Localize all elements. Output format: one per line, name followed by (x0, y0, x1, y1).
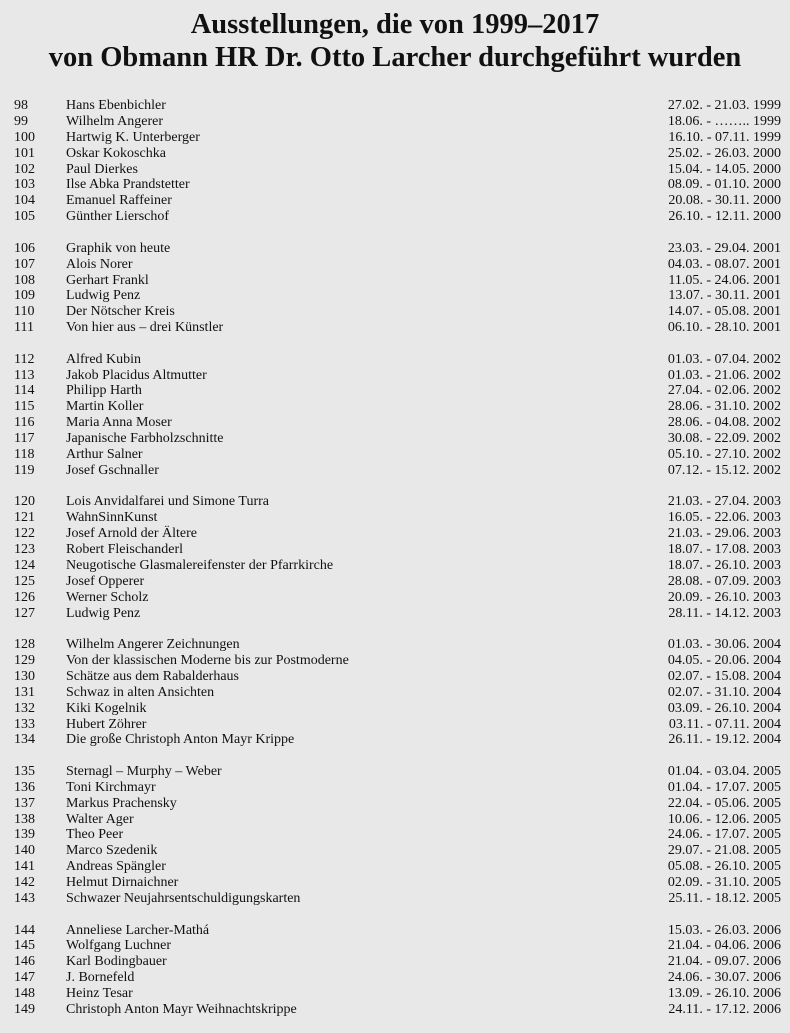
exhibition-name: Anneliese Larcher-Mathá (66, 922, 210, 938)
exhibition-row (0, 399, 790, 415)
exhibition-number: 131 (14, 684, 35, 700)
exhibition-name: Maria Anna Moser (66, 415, 172, 431)
exhibition-date-range: 28.06. - 04.08. 2002 (667, 415, 781, 431)
exhibition-date-range: 16.10. - 07.11. 1999 (668, 129, 781, 145)
exhibition-year-group (0, 352, 790, 479)
exhibition-row (0, 843, 790, 859)
page-title (0, 8, 790, 74)
exhibition-row (0, 669, 790, 685)
exhibition-number: 104 (14, 193, 35, 209)
exhibition-name: Philipp Harth (66, 383, 142, 399)
exhibition-row (0, 463, 790, 479)
exhibition-date-range: 24.06. - 17.07. 2005 (667, 827, 781, 843)
exhibition-name: Wolfgang Luchner (66, 938, 171, 954)
exhibition-name: Karl Bodingbauer (66, 954, 167, 970)
exhibition-name: Hartwig K. Unterberger (66, 129, 200, 145)
title-line-2: von Obmann HR Dr. Otto Larcher durchgeführt wurden (48, 42, 742, 73)
exhibition-number: 142 (14, 875, 35, 891)
exhibition-date-range: 21.04. - 09.07. 2006 (667, 954, 781, 970)
exhibition-name: Japanische Farbholzschnitte (66, 431, 224, 447)
exhibition-row (0, 827, 790, 843)
exhibition-date-range: 25.02. - 26.03. 2000 (667, 145, 781, 161)
exhibition-name: Heinz Tesar (66, 986, 133, 1002)
exhibition-number: 147 (14, 970, 35, 986)
exhibition-row (0, 859, 790, 875)
exhibition-row (0, 986, 790, 1002)
exhibition-name: Alois Norer (66, 256, 133, 272)
exhibition-date-range: 15.04. - 14.05. 2000 (667, 161, 781, 177)
exhibition-row (0, 368, 790, 384)
exhibition-number: 127 (14, 605, 35, 621)
exhibition-date-range: 26.10. - 12.11. 2000 (668, 209, 781, 225)
exhibition-row (0, 510, 790, 526)
exhibition-year-group (0, 764, 790, 907)
exhibition-number: 125 (14, 573, 35, 589)
exhibition-number: 124 (14, 557, 35, 573)
exhibition-number: 143 (14, 891, 35, 907)
exhibition-row (0, 114, 790, 130)
exhibition-date-range: 11.05. - 24.06. 2001 (668, 272, 781, 288)
exhibition-number: 110 (14, 304, 35, 320)
exhibition-number: 112 (14, 351, 35, 367)
exhibition-number: 99 (14, 113, 28, 129)
exhibition-number: 108 (14, 272, 35, 288)
exhibition-number: 146 (14, 954, 35, 970)
exhibition-number: 148 (14, 986, 35, 1002)
exhibition-row (0, 590, 790, 606)
exhibition-year-group (0, 98, 790, 225)
exhibition-number: 136 (14, 779, 35, 795)
exhibition-row (0, 970, 790, 986)
exhibition-date-range: 03.09. - 26.10. 2004 (667, 700, 781, 716)
exhibition-number: 149 (14, 1001, 35, 1017)
title-line-1: Ausstellungen, die von 1999–2017 (190, 9, 600, 40)
exhibition-number: 114 (14, 383, 35, 399)
exhibition-row (0, 257, 790, 273)
exhibition-name: Wilhelm Angerer Zeichnungen (66, 637, 240, 653)
exhibition-row (0, 812, 790, 828)
exhibition-date-range: 02.07. - 31.10. 2004 (667, 684, 781, 700)
exhibition-row (0, 383, 790, 399)
exhibition-name: Gerhart Frankl (66, 272, 149, 288)
exhibition-name: Alfred Kubin (66, 351, 142, 367)
exhibition-row (0, 526, 790, 542)
exhibition-name: Christoph Anton Mayr Weihnachtskrippe (66, 1001, 297, 1017)
exhibition-number: 113 (14, 367, 35, 383)
exhibition-date-range: 01.03. - 21.06. 2002 (667, 367, 781, 383)
exhibition-name: Theo Peer (66, 827, 124, 843)
exhibition-name: Ilse Abka Prandstetter (66, 177, 190, 193)
exhibition-date-range: 24.06. - 30.07. 2006 (667, 970, 781, 986)
exhibition-date-range: 28.11. - 14.12. 2003 (668, 605, 781, 621)
exhibition-date-range: 25.11. - 18.12. 2005 (668, 891, 781, 907)
exhibition-number: 120 (14, 494, 35, 510)
exhibition-number: 115 (14, 399, 35, 415)
exhibition-date-range: 30.08. - 22.09. 2002 (667, 431, 781, 447)
exhibition-name: Ludwig Penz (66, 288, 141, 304)
exhibition-date-range: 22.04. - 05.06. 2005 (667, 795, 781, 811)
exhibition-row (0, 320, 790, 336)
exhibition-row (0, 732, 790, 748)
exhibition-number: 121 (14, 510, 35, 526)
exhibition-name: J. Bornefeld (66, 970, 135, 986)
exhibition-date-range: 18.06. - …….. 1999 (667, 113, 781, 129)
exhibition-name: Sternagl – Murphy – Weber (66, 763, 222, 779)
exhibition-number: 105 (14, 209, 35, 225)
exhibition-name: Marco Szedenik (66, 843, 158, 859)
exhibition-date-range: 21.04. - 04.06. 2006 (667, 938, 781, 954)
exhibition-name: Josef Gschnaller (66, 462, 159, 478)
exhibition-number: 118 (14, 447, 35, 462)
exhibition-date-range: 20.09. - 26.10. 2003 (667, 589, 781, 605)
exhibition-date-range: 20.08. - 30.11. 2000 (668, 193, 781, 209)
exhibition-year-group (0, 494, 790, 621)
exhibition-row (0, 780, 790, 796)
exhibition-number: 141 (14, 859, 35, 875)
exhibition-date-range: 28.08. - 07.09. 2003 (667, 573, 781, 589)
exhibition-name: Andreas Spängler (66, 859, 166, 875)
exhibition-date-range: 04.05. - 20.06. 2004 (667, 652, 781, 668)
exhibition-list (0, 98, 790, 1033)
exhibition-row (0, 923, 790, 939)
exhibition-number: 133 (14, 716, 35, 732)
exhibition-date-range: 10.06. - 12.06. 2005 (667, 811, 781, 827)
exhibition-number: 137 (14, 795, 35, 811)
exhibition-row (0, 1002, 790, 1018)
exhibition-date-range: 07.12. - 15.12. 2002 (667, 462, 781, 478)
exhibition-name: Josef Arnold der Ältere (66, 526, 198, 542)
exhibition-number: 122 (14, 526, 35, 542)
exhibition-row (0, 352, 790, 368)
exhibition-name: Günther Lierschof (66, 209, 170, 225)
exhibition-number: 130 (14, 668, 35, 684)
exhibition-name: Oskar Kokoschka (66, 145, 166, 161)
exhibition-name: Toni Kirchmayr (66, 779, 156, 795)
exhibition-row (0, 130, 790, 146)
exhibition-name: Helmut Dirnaichner (66, 875, 179, 891)
exhibition-number: 123 (14, 542, 35, 558)
exhibition-number: 132 (14, 700, 35, 716)
exhibition-name: Der Nötscher Kreis (66, 304, 175, 320)
exhibition-name: Wilhelm Angerer (66, 113, 164, 129)
exhibition-date-range: 27.02. - 21.03. 1999 (667, 98, 781, 113)
exhibition-row (0, 574, 790, 590)
exhibition-row (0, 447, 790, 463)
exhibition-name: Hans Ebenbichler (66, 98, 166, 113)
exhibition-row (0, 288, 790, 304)
exhibition-year-group (0, 637, 790, 748)
exhibition-date-range: 02.09. - 31.10. 2005 (667, 875, 781, 891)
exhibition-number: 128 (14, 637, 35, 653)
exhibition-date-range: 16.05. - 22.06. 2003 (667, 510, 781, 526)
exhibition-name: Neugotische Glasmalereifenster der Pfarrkirche (66, 557, 334, 573)
exhibition-name: Kiki Kogelnik (66, 700, 147, 716)
exhibition-number: 117 (14, 431, 35, 447)
exhibition-year-group (0, 241, 790, 336)
exhibition-row (0, 415, 790, 431)
exhibition-row (0, 938, 790, 954)
exhibition-name: Graphik von heute (66, 240, 171, 256)
exhibition-date-range: 01.04. - 03.04. 2005 (667, 763, 781, 779)
exhibition-row (0, 701, 790, 717)
exhibition-row (0, 606, 790, 622)
exhibition-name: Arthur Salner (66, 447, 143, 462)
exhibition-name: Markus Prachensky (66, 795, 177, 811)
exhibition-number: 102 (14, 161, 35, 177)
exhibition-number: 135 (14, 763, 35, 779)
exhibition-name: Ludwig Penz (66, 605, 141, 621)
exhibition-name: Die große Christoph Anton Mayr Krippe (66, 732, 295, 748)
exhibition-number: 103 (14, 177, 35, 193)
exhibition-row (0, 637, 790, 653)
exhibition-row (0, 954, 790, 970)
exhibition-date-range: 18.07. - 17.08. 2003 (667, 542, 781, 558)
exhibition-date-range: 06.10. - 28.10. 2001 (667, 320, 781, 336)
exhibition-row (0, 558, 790, 574)
exhibition-number: 139 (14, 827, 35, 843)
exhibition-name: Paul Dierkes (66, 161, 138, 177)
exhibition-number: 111 (14, 320, 34, 336)
exhibition-number: 106 (14, 240, 35, 256)
exhibition-date-range: 26.11. - 19.12. 2004 (668, 732, 781, 748)
exhibition-row (0, 193, 790, 209)
exhibition-row (0, 542, 790, 558)
exhibition-row (0, 98, 790, 114)
exhibition-name: Walter Ager (66, 811, 134, 827)
exhibition-date-range: 13.09. - 26.10. 2006 (667, 986, 781, 1002)
exhibition-row (0, 162, 790, 178)
exhibition-date-range: 15.03. - 26.03. 2006 (667, 922, 781, 938)
exhibition-date-range: 28.06. - 31.10. 2002 (667, 399, 781, 415)
exhibition-name: Martin Koller (66, 399, 144, 415)
exhibition-row (0, 304, 790, 320)
exhibition-date-range: 05.08. - 26.10. 2005 (667, 859, 781, 875)
exhibition-row (0, 241, 790, 257)
exhibition-number: 145 (14, 938, 35, 954)
exhibition-name: WahnSinnKunst (66, 510, 158, 526)
exhibition-row (0, 653, 790, 669)
exhibition-row (0, 796, 790, 812)
exhibition-number: 140 (14, 843, 35, 859)
exhibition-name: Emanuel Raffeiner (66, 193, 172, 209)
exhibition-number: 109 (14, 288, 35, 304)
exhibition-number: 129 (14, 652, 35, 668)
exhibition-date-range: 29.07. - 21.08. 2005 (667, 843, 781, 859)
exhibition-number: 98 (14, 98, 28, 113)
exhibition-date-range: 24.11. - 17.12. 2006 (668, 1001, 781, 1017)
exhibition-number: 119 (14, 462, 35, 478)
exhibition-date-range: 01.04. - 17.07. 2005 (667, 779, 781, 795)
exhibition-name: Jakob Placidus Altmutter (66, 367, 207, 383)
exhibition-date-range: 23.03. - 29.04. 2001 (667, 240, 781, 256)
exhibition-name: Schwazer Neujahrsentschuldigungskarten (66, 891, 301, 907)
exhibition-date-range: 01.03. - 30.06. 2004 (667, 637, 781, 653)
exhibition-number: 101 (14, 145, 35, 161)
exhibition-row (0, 177, 790, 193)
exhibition-name: Von der klassischen Moderne bis zur Postmoderne (66, 652, 349, 668)
exhibition-number: 100 (14, 129, 35, 145)
exhibition-number: 138 (14, 811, 35, 827)
exhibition-name: Werner Scholz (66, 589, 149, 605)
exhibition-year-group (0, 923, 790, 1018)
exhibition-row (0, 764, 790, 780)
exhibition-date-range: 03.11. - 07.11. 2004 (668, 716, 781, 732)
exhibition-number: 144 (14, 922, 35, 938)
exhibition-row (0, 685, 790, 701)
exhibition-date-range: 14.07. - 05.08. 2001 (667, 304, 781, 320)
exhibition-name: Lois Anvidalfarei und Simone Turra (66, 494, 269, 510)
exhibition-number: 134 (14, 732, 35, 748)
exhibition-date-range: 13.07. - 30.11. 2001 (668, 288, 781, 304)
exhibition-name: Robert Fleischanderl (66, 542, 184, 558)
exhibition-row (0, 431, 790, 447)
exhibition-row (0, 891, 790, 907)
exhibition-row (0, 209, 790, 225)
exhibition-date-range: 02.07. - 15.08. 2004 (667, 668, 781, 684)
exhibition-date-range: 08.09. - 01.10. 2000 (667, 177, 781, 193)
exhibition-date-range: 21.03. - 27.04. 2003 (667, 494, 781, 510)
exhibition-date-range: 04.03. - 08.07. 2001 (667, 256, 781, 272)
exhibition-number: 107 (14, 256, 35, 272)
exhibition-row (0, 273, 790, 289)
exhibition-name: Von hier aus – drei Künstler (66, 320, 224, 336)
exhibition-name: Schätze aus dem Rabalderhaus (66, 668, 239, 684)
exhibition-row (0, 494, 790, 510)
exhibition-date-range: 27.04. - 02.06. 2002 (667, 383, 781, 399)
exhibition-row (0, 146, 790, 162)
exhibition-name: Josef Opperer (66, 573, 145, 589)
exhibition-number: 126 (14, 589, 35, 605)
exhibition-row (0, 717, 790, 733)
exhibition-number: 116 (14, 415, 35, 431)
exhibition-date-range: 21.03. - 29.06. 2003 (667, 526, 781, 542)
exhibition-row (0, 875, 790, 891)
exhibition-date-range: 18.07. - 26.10. 2003 (667, 557, 781, 573)
exhibition-date-range: 01.03. - 07.04. 2002 (667, 351, 781, 367)
exhibition-name: Schwaz in alten Ansichten (66, 684, 215, 700)
exhibition-name: Hubert Zöhrer (66, 716, 147, 732)
exhibition-date-range: 05.10. - 27.10. 2002 (667, 447, 781, 462)
